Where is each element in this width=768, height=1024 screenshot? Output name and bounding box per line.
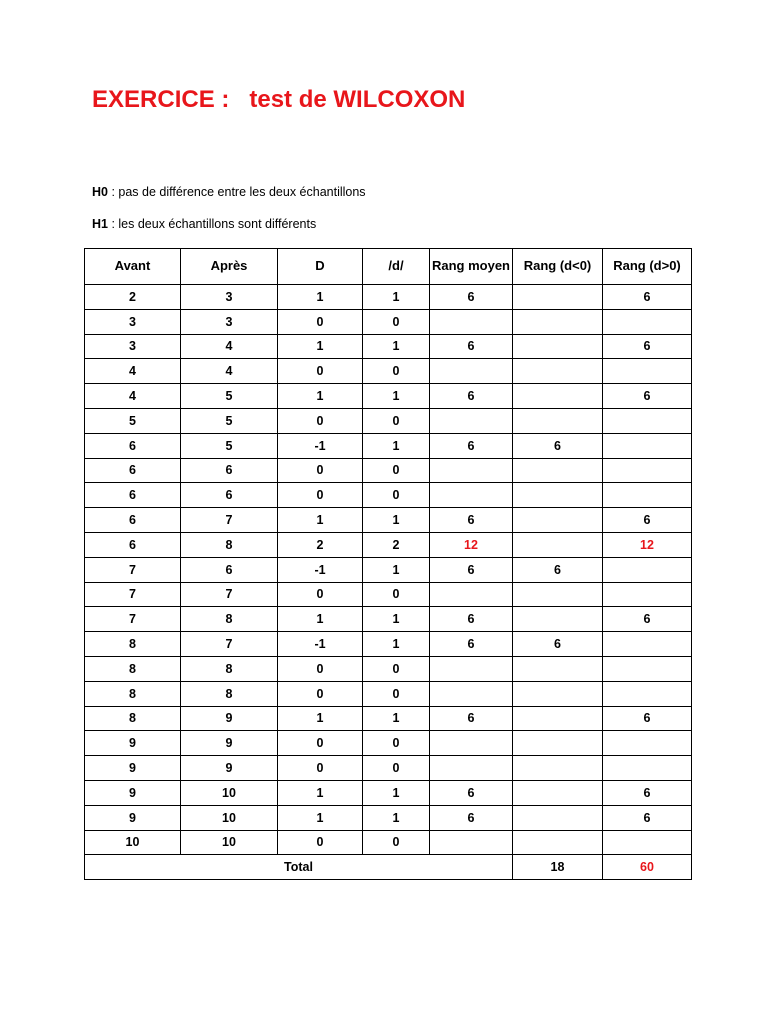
- cell-avant: 7: [85, 607, 181, 632]
- header-rang-moyen: Rang moyen: [430, 249, 513, 285]
- cell-d: 1: [278, 384, 363, 409]
- cell-apres: 4: [181, 334, 278, 359]
- cell-rang-moyen: [430, 309, 513, 334]
- cell-rang-pos: 6: [603, 780, 692, 805]
- cell-avant: 9: [85, 756, 181, 781]
- cell-apres: 9: [181, 706, 278, 731]
- cell-avant: 9: [85, 805, 181, 830]
- cell-d: 1: [278, 607, 363, 632]
- cell-apres: 6: [181, 483, 278, 508]
- cell-rang-neg: [513, 681, 603, 706]
- cell-apres: 7: [181, 508, 278, 533]
- cell-rang-neg: [513, 384, 603, 409]
- table-row: [85, 483, 692, 508]
- header-d: D: [278, 249, 363, 285]
- total-rang-pos: 60: [603, 855, 692, 880]
- cell-apres: 9: [181, 756, 278, 781]
- cell-abs-d: 1: [363, 805, 430, 830]
- cell-apres: 6: [181, 557, 278, 582]
- table-row: [85, 805, 692, 830]
- cell-rang-pos: 12: [603, 532, 692, 557]
- cell-abs-d: 0: [363, 731, 430, 756]
- cell-rang-moyen: 6: [430, 780, 513, 805]
- cell-abs-d: 1: [363, 607, 430, 632]
- cell-apres: 3: [181, 309, 278, 334]
- cell-apres: 8: [181, 532, 278, 557]
- table-row: [85, 285, 692, 310]
- table-body: [85, 285, 692, 855]
- table-row: [85, 731, 692, 756]
- cell-abs-d: 0: [363, 309, 430, 334]
- table-row: [85, 408, 692, 433]
- table-row: [85, 830, 692, 855]
- cell-avant: 9: [85, 731, 181, 756]
- cell-d: 0: [278, 681, 363, 706]
- cell-avant: 8: [85, 706, 181, 731]
- cell-abs-d: 2: [363, 532, 430, 557]
- cell-rang-moyen: [430, 582, 513, 607]
- cell-abs-d: 1: [363, 334, 430, 359]
- cell-d: 1: [278, 706, 363, 731]
- cell-avant: 8: [85, 681, 181, 706]
- cell-abs-d: 1: [363, 384, 430, 409]
- table-row: [85, 458, 692, 483]
- cell-apres: 8: [181, 656, 278, 681]
- cell-rang-moyen: [430, 830, 513, 855]
- h0-label: H0: [92, 185, 108, 199]
- cell-rang-pos: 6: [603, 508, 692, 533]
- cell-rang-neg: [513, 508, 603, 533]
- table-header-row: [85, 249, 692, 285]
- h1-label: H1: [92, 217, 108, 231]
- cell-d: 0: [278, 582, 363, 607]
- cell-d: 0: [278, 408, 363, 433]
- cell-abs-d: 1: [363, 508, 430, 533]
- table-row: [85, 508, 692, 533]
- header-rang-pos: Rang (d>0): [603, 249, 692, 285]
- cell-avant: 3: [85, 309, 181, 334]
- cell-rang-pos: [603, 359, 692, 384]
- cell-rang-moyen: 6: [430, 805, 513, 830]
- cell-d: -1: [278, 632, 363, 657]
- cell-abs-d: 0: [363, 408, 430, 433]
- cell-avant: 8: [85, 656, 181, 681]
- cell-avant: 7: [85, 557, 181, 582]
- cell-rang-moyen: [430, 731, 513, 756]
- table-total-row: [85, 855, 692, 880]
- cell-d: 1: [278, 508, 363, 533]
- cell-avant: 4: [85, 384, 181, 409]
- cell-avant: 7: [85, 582, 181, 607]
- cell-avant: 5: [85, 408, 181, 433]
- cell-rang-neg: 6: [513, 557, 603, 582]
- cell-rang-pos: 6: [603, 706, 692, 731]
- cell-rang-moyen: [430, 756, 513, 781]
- cell-avant: 6: [85, 483, 181, 508]
- table-row: [85, 780, 692, 805]
- cell-rang-pos: [603, 408, 692, 433]
- cell-rang-pos: [603, 756, 692, 781]
- cell-avant: 2: [85, 285, 181, 310]
- hypothesis-h1: [92, 217, 316, 231]
- cell-abs-d: 0: [363, 656, 430, 681]
- table-row: [85, 706, 692, 731]
- cell-rang-neg: [513, 805, 603, 830]
- table-row: [85, 309, 692, 334]
- cell-rang-pos: 6: [603, 285, 692, 310]
- table-row: [85, 607, 692, 632]
- cell-avant: 6: [85, 458, 181, 483]
- cell-rang-neg: [513, 309, 603, 334]
- cell-avant: 8: [85, 632, 181, 657]
- cell-rang-moyen: [430, 458, 513, 483]
- cell-rang-pos: [603, 830, 692, 855]
- header-rang-neg: Rang (d<0): [513, 249, 603, 285]
- table-row: [85, 557, 692, 582]
- cell-d: 0: [278, 309, 363, 334]
- cell-rang-moyen: [430, 483, 513, 508]
- cell-d: 0: [278, 731, 363, 756]
- cell-rang-neg: [513, 285, 603, 310]
- table-row: [85, 756, 692, 781]
- cell-apres: 10: [181, 805, 278, 830]
- cell-abs-d: 1: [363, 632, 430, 657]
- cell-rang-pos: [603, 632, 692, 657]
- table-row: [85, 532, 692, 557]
- cell-abs-d: 1: [363, 706, 430, 731]
- cell-avant: 4: [85, 359, 181, 384]
- cell-d: 0: [278, 756, 363, 781]
- cell-rang-moyen: 6: [430, 557, 513, 582]
- cell-apres: 10: [181, 780, 278, 805]
- cell-d: 1: [278, 780, 363, 805]
- table-row: [85, 433, 692, 458]
- cell-rang-neg: [513, 756, 603, 781]
- cell-avant: 6: [85, 433, 181, 458]
- cell-rang-moyen: 6: [430, 632, 513, 657]
- cell-d: -1: [278, 433, 363, 458]
- cell-rang-moyen: [430, 408, 513, 433]
- cell-rang-moyen: 6: [430, 508, 513, 533]
- cell-d: 1: [278, 334, 363, 359]
- cell-rang-neg: [513, 780, 603, 805]
- cell-d: 0: [278, 359, 363, 384]
- cell-rang-moyen: 6: [430, 433, 513, 458]
- cell-rang-moyen: 6: [430, 607, 513, 632]
- cell-apres: 5: [181, 433, 278, 458]
- cell-d: 2: [278, 532, 363, 557]
- table-row: [85, 681, 692, 706]
- h1-text: : les deux échantillons sont différents: [107, 217, 317, 231]
- cell-rang-pos: [603, 483, 692, 508]
- cell-rang-moyen: 6: [430, 285, 513, 310]
- table-row: [85, 582, 692, 607]
- cell-rang-pos: [603, 458, 692, 483]
- hypothesis-h0: [92, 185, 366, 199]
- cell-d: 0: [278, 483, 363, 508]
- cell-d: 0: [278, 830, 363, 855]
- cell-rang-moyen: 6: [430, 706, 513, 731]
- cell-apres: 8: [181, 607, 278, 632]
- cell-apres: 5: [181, 384, 278, 409]
- cell-apres: 3: [181, 285, 278, 310]
- cell-rang-pos: [603, 681, 692, 706]
- cell-rang-moyen: 6: [430, 334, 513, 359]
- cell-abs-d: 0: [363, 756, 430, 781]
- cell-rang-neg: 6: [513, 433, 603, 458]
- cell-avant: 6: [85, 508, 181, 533]
- cell-avant: 9: [85, 780, 181, 805]
- table-row: [85, 359, 692, 384]
- total-label: Total: [85, 855, 513, 880]
- cell-rang-neg: [513, 607, 603, 632]
- cell-rang-pos: [603, 433, 692, 458]
- cell-rang-pos: 6: [603, 805, 692, 830]
- table-row: [85, 632, 692, 657]
- cell-abs-d: 0: [363, 483, 430, 508]
- cell-rang-neg: [513, 483, 603, 508]
- cell-rang-neg: [513, 359, 603, 384]
- total-rang-neg: 18: [513, 855, 603, 880]
- cell-rang-neg: [513, 458, 603, 483]
- wilcoxon-table: [84, 248, 692, 880]
- cell-apres: 10: [181, 830, 278, 855]
- cell-rang-pos: [603, 557, 692, 582]
- cell-d: 1: [278, 805, 363, 830]
- cell-rang-moyen: [430, 681, 513, 706]
- cell-apres: 9: [181, 731, 278, 756]
- cell-rang-pos: [603, 582, 692, 607]
- cell-d: 1: [278, 285, 363, 310]
- cell-abs-d: 0: [363, 359, 430, 384]
- cell-apres: 5: [181, 408, 278, 433]
- cell-rang-moyen: [430, 359, 513, 384]
- cell-apres: 6: [181, 458, 278, 483]
- cell-rang-neg: [513, 532, 603, 557]
- cell-rang-pos: [603, 309, 692, 334]
- cell-apres: 7: [181, 582, 278, 607]
- cell-rang-pos: 6: [603, 384, 692, 409]
- cell-abs-d: 1: [363, 780, 430, 805]
- cell-abs-d: 0: [363, 681, 430, 706]
- cell-rang-neg: 6: [513, 632, 603, 657]
- cell-abs-d: 1: [363, 557, 430, 582]
- cell-abs-d: 0: [363, 458, 430, 483]
- table-row: [85, 384, 692, 409]
- cell-abs-d: 1: [363, 285, 430, 310]
- header-avant: Avant: [85, 249, 181, 285]
- cell-rang-pos: [603, 731, 692, 756]
- cell-apres: 8: [181, 681, 278, 706]
- cell-rang-pos: 6: [603, 334, 692, 359]
- cell-rang-neg: [513, 582, 603, 607]
- cell-rang-pos: 6: [603, 607, 692, 632]
- cell-rang-moyen: [430, 656, 513, 681]
- cell-d: -1: [278, 557, 363, 582]
- cell-rang-neg: [513, 334, 603, 359]
- cell-abs-d: 1: [363, 433, 430, 458]
- cell-avant: 10: [85, 830, 181, 855]
- cell-apres: 4: [181, 359, 278, 384]
- cell-rang-neg: [513, 408, 603, 433]
- cell-apres: 7: [181, 632, 278, 657]
- cell-rang-neg: [513, 731, 603, 756]
- header-abs-d: /d/: [363, 249, 430, 285]
- header-apres: Après: [181, 249, 278, 285]
- cell-d: 0: [278, 458, 363, 483]
- h0-text: : pas de différence entre les deux échantillons: [107, 185, 366, 199]
- cell-rang-moyen: 6: [430, 384, 513, 409]
- cell-abs-d: 0: [363, 582, 430, 607]
- cell-abs-d: 0: [363, 830, 430, 855]
- cell-rang-neg: [513, 656, 603, 681]
- cell-rang-moyen: 12: [430, 532, 513, 557]
- table-row: [85, 334, 692, 359]
- page-title: EXERCICE : test de WILCOXON: [92, 86, 466, 113]
- cell-rang-neg: [513, 830, 603, 855]
- table-row: [85, 656, 692, 681]
- cell-avant: 6: [85, 532, 181, 557]
- cell-avant: 3: [85, 334, 181, 359]
- cell-rang-pos: [603, 656, 692, 681]
- cell-rang-neg: [513, 706, 603, 731]
- cell-d: 0: [278, 656, 363, 681]
